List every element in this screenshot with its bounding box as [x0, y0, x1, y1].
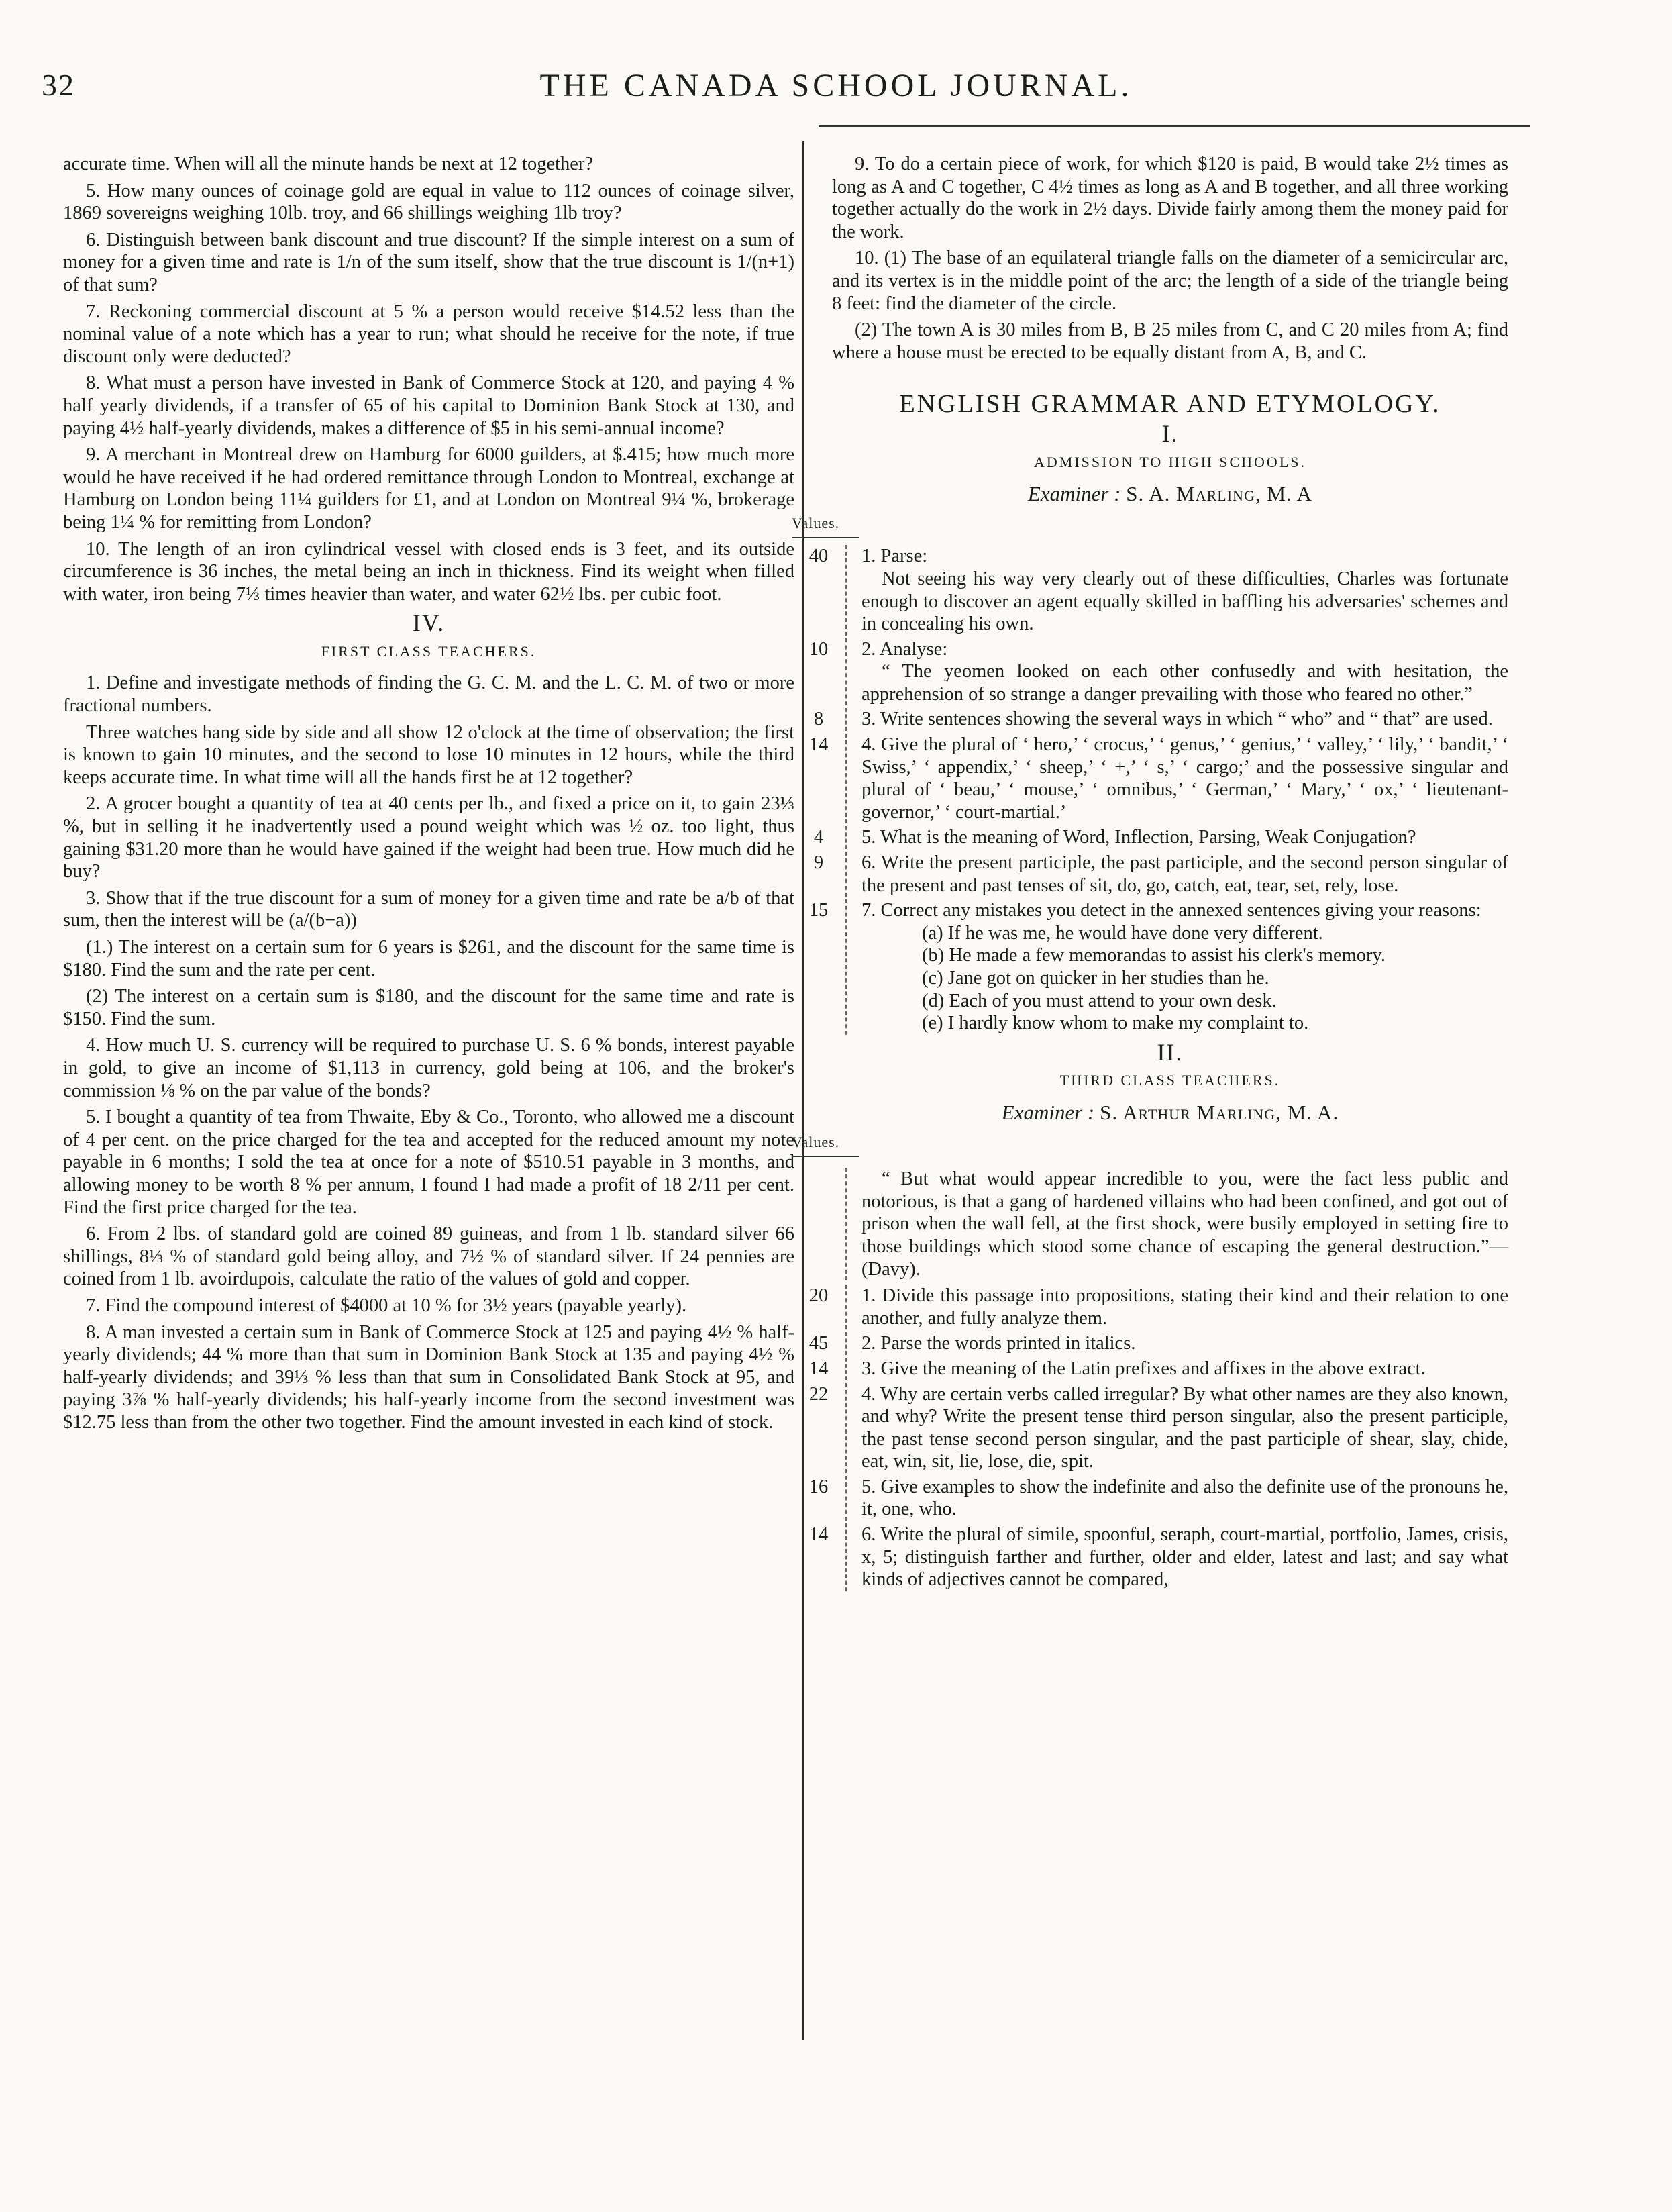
question: [792, 638, 1508, 706]
question-mark-value: 10: [792, 638, 847, 706]
question: [792, 708, 1508, 731]
question-mark-value: 45: [792, 1332, 847, 1355]
question-mark-value: 22: [792, 1383, 847, 1473]
part-heading: THIRD CLASS TEACHERS.: [1059, 1072, 1281, 1089]
question: [792, 826, 1508, 849]
values-header: Values.: [792, 512, 859, 539]
journal-title: THE CANADA SCHOOL JOURNAL.: [539, 68, 1133, 103]
paragraph: 7. Reckoning commercial discount at 5 % a person would receive $14.52 less than the nominal value of a note which has a year to run; what should he receive for the note, if true discount only were deducted?: [63, 301, 794, 367]
question-text: 4. Why are certain verbs called irregular? By what other names are they also known, and why? Write the present tense third person singular, also the present participle, the past tense second person singular, and the past participle of shear, slay, chide, eat, win, sit, lie, lose, die, spit.: [861, 1383, 1508, 1472]
question-text: 6. Write the plural of simile, spoonful, seraph, court-martial, portfolio, James, crisis, x, 5; distinguish farther and further, older and elder, latest and last; and say what kinds of adjectives cannot be compared,: [861, 1524, 1508, 1591]
question-mark-value: 14: [792, 734, 847, 823]
example-sentence: (a) If he was me, he would have done very different.: [922, 922, 1323, 944]
paragraph: Three watches hang side by side and all show 12 o'clock at the time of observation; the first is known to gain 10 minutes, and the second to lose 10 minutes in 12 hours, while the third keeps accurate time. In what time will all the hands first be at 12 together?: [63, 721, 794, 788]
paragraph: (2) The interest on a certain sum is $180, and the discount for the same time and rate is $150. Find the sum.: [63, 986, 794, 1029]
paragraph: 6. Distinguish between bank discount and true discount? If the simple interest on a sum of money for a given time and rate is 1/n of the sum itself, show that the true discount is 1/(n+1) of that sum?: [63, 229, 794, 295]
question: [792, 1332, 1508, 1355]
paragraph: 5. I bought a quantity of tea from Thwaite, Eby & Co., Toronto, who allowed me a discount of 4 per cent. on the price charged for the tea and accepted for the reduced amount my note payable in 6 months; I sold the tea at once for a note of $510.51 payable in 3 months, and allowing money to be worth 8 % per annum, I found I had made a profit of 18 2/11 per cent. Find the first price charged for the tea.: [63, 1107, 794, 1218]
paragraph: (1.) The interest on a certain sum for 6 years is $261, and the discount for the same time is $180. Find the sum and the rate per cent.: [63, 937, 794, 981]
paragraph: 9. To do a certain piece of work, for which $120 is paid, B would take 2½ times as long as A and C together, C 4½ times as long as A and B together, and all three working together actually do the work in 2½ days. Divide fairly among them the money paid for the work.: [832, 154, 1508, 242]
question-mark-value: [792, 1168, 847, 1280]
paragraph: 8. What must a person have invested in Bank of Commerce Stock at 120, and paying 4 % half yearly dividends, if a transfer of 65 of his capital to Dominion Bank Stock at 130, and paying 4½ half-yearly dividends, makes a difference of $5 in his semi-annual income?: [63, 372, 794, 439]
question-text: 5. Give examples to show the indefinite and also the definite use of the pronouns he, it, one, who.: [861, 1476, 1508, 1520]
question: [792, 734, 1508, 823]
question-text: 2. Parse the words printed in italics.: [861, 1333, 1136, 1354]
examiner-label: Examiner :: [1027, 482, 1121, 506]
question-mark-value: 9: [792, 852, 847, 897]
question-mark-value: 14: [792, 1358, 847, 1380]
questions-block: [792, 512, 1508, 1035]
question-mark-value: 40: [792, 545, 847, 635]
example-sentence: (c) Jane got on quicker in her studies than he.: [922, 968, 1269, 989]
passage-text: “ But what would appear incredible to you, were the fact less public and notorious, is that a gang of hardened villains who had been confined, and got out of prison when the wall fell, at the first shock, were busily employed in setting fire to those buildings which stood some chance of escaping the general destruction.”—(Davy).: [861, 1168, 1508, 1280]
question-text: 1. Divide this passage into propositions, stating their kind and their relation to one another, and fully analyze them.: [861, 1285, 1508, 1329]
questions-block: [792, 1131, 1508, 1591]
question-mark-value: 16: [792, 1476, 847, 1521]
question-mark-value: 14: [792, 1523, 847, 1591]
paragraph: 8. A man invested a certain sum in Bank of Commerce Stock at 125 and paying 4½ % half-yearly dividends; 44 % more than that sum in Dominion Bank Stock at 135 and paying 4½ % half-yearly dividends; and 39⅓ % less than that sum in Consolidated Bank Stock at 95, and paying 3⅞ % half-yearly dividends; his half-yearly income from the second investment was $12.75 less than from the other two together. Find the amount invested in each kind of stock.: [63, 1321, 794, 1433]
question-mark-value: 8: [792, 708, 847, 731]
question-mark-value: 15: [792, 899, 847, 1035]
example-sentence: (b) He made a few memorandas to assist his clerk's memory.: [922, 945, 1386, 966]
example-sentence: (d) Each of you must attend to your own desk.: [922, 990, 1277, 1011]
right-column: [792, 153, 1508, 2158]
paragraph: 5. How many ounces of coinage gold are equal in value to 112 ounces of coinage silver, 1869 sovereigns weighing 10lb. troy, and 66 shillings weighing 1lb troy?: [63, 180, 794, 224]
examiner-name: S. A. Marling, M. A: [1126, 482, 1313, 506]
part-number: I.: [1161, 419, 1179, 447]
question: [792, 1523, 1508, 1591]
question-text: 2. Analyse:: [861, 638, 948, 660]
page-header: [0, 67, 1672, 121]
paragraph: (2) The town A is 30 miles from B, B 25 miles from C, and C 20 miles from A; find where a house must be erected to be equally distant from A, B, and C.: [832, 319, 1508, 363]
paragraph: 10. (1) The base of an equilateral triangle falls on the diameter of a semicircular arc, and its vertex is in the middle point of the arc; the length of a side of the triangle being 8 feet: find the diameter of the circle.: [832, 248, 1508, 314]
question-text: 3. Give the meaning of the Latin prefixes and affixes in the above extract.: [861, 1358, 1426, 1379]
question-text: 5. What is the meaning of Word, Inflection, Parsing, Weak Conjugation?: [861, 827, 1416, 848]
header-rule: [819, 125, 1530, 127]
examiner-line: [832, 483, 1508, 505]
question-extract: Not seeing his way very clearly out of these difficulties, Charles was fortunate enough to discover an agent equally skilled in baffling his adversaries' schemes and in concealing his own.: [861, 568, 1508, 635]
question: [792, 1358, 1508, 1380]
paragraph: 6. From 2 lbs. of standard gold are coined 89 guineas, and from 1 lb. standard silver 66 shillings, 8⅓ % of standard gold being alloy, and 7½ % of standard silver. If 24 pennies are coined from 1 lb. avoirdupois, calculate the ratio of the values of gold and copper.: [63, 1223, 794, 1290]
examiner-line: [832, 1101, 1508, 1124]
question-mark-value: 20: [792, 1285, 847, 1329]
question: [792, 1285, 1508, 1329]
paragraph: 3. Show that if the true discount for a sum of money for a given time and rate be a/b of that sum, then the interest will be (a/(b−a)): [63, 887, 794, 932]
question-mark-value: 4: [792, 826, 847, 849]
paragraph: 9. A merchant in Montreal drew on Hamburg for 6000 guilders, at $.415; how much more would he have received if he had ordered remittance through London to Montreal, exchange at Hamburg on London being 11¼ guilders for £1, and at London on Montreal 9¼ %, brokerage being 1¼ % for remitting from London?: [63, 444, 794, 533]
quoted-passage: [792, 1168, 1508, 1280]
question: [792, 899, 1508, 1035]
question: [792, 1383, 1508, 1473]
values-header: Values.: [792, 1131, 859, 1158]
paragraph: 7. Find the compound interest of $4000 at 10 % for 3½ years (payable yearly).: [86, 1295, 687, 1316]
paragraph: 10. The length of an iron cylindrical vessel with closed ends is 3 feet, and its outside circumference is 36 inches, the metal being an inch in thickness. Find its weight when filled with water, iron being 7⅓ times heavier than water, and water 62½ lbs. per cubic foot.: [63, 538, 794, 605]
page-number: 32: [42, 68, 75, 102]
main-heading: ENGLISH GRAMMAR AND ETYMOLOGY.: [899, 390, 1441, 419]
question-text: 3. Write sentences showing the several ways in which “ who” and “ that” are used.: [861, 709, 1493, 730]
paragraph: 4. How much U. S. currency will be required to purchase U. S. 6 % bonds, interest payable in gold, to give an income of $1,113 in currency, gold being at 106, and the broker's commission ⅛ % on the par value of the bonds?: [63, 1035, 794, 1101]
question-text: 4. Give the plural of ‘ hero,’ ‘ crocus,’ ‘ genus,’ ‘ genius,’ ‘ valley,’ ‘ lily,’ ‘ bandit,’ ‘ Swiss,’ ‘ appendix,’ ‘ sheep,’ ‘ +,’ ‘ s,’ ‘ cargo;’ and the possessive singular and plural of ‘ beau,’ ‘ mouse,’ ‘ omnibus,’ ‘ German,’ ‘ Mary,’ ‘ ox,’ ‘ lieutenant-governor,’ ‘ court-martial.’: [861, 734, 1508, 823]
question: [792, 1476, 1508, 1521]
question-text: 6. Write the present participle, the past participle, and the second person singular of the present and past tenses of sit, do, go, catch, eat, tear, set, rely, lose.: [861, 852, 1508, 896]
left-column: [63, 153, 794, 2158]
part-heading: ADMISSION TO HIGH SCHOOLS.: [1033, 453, 1306, 470]
paragraph: 2. A grocer bought a quantity of tea at 40 cents per lb., and fixed a price on it, to gain 23⅓ %, but in selling it he inadvertently used a pound weight which was ½ oz. too light, thus gaining $31.20 more than he would have gained if the weight had been true. How much did he buy?: [63, 793, 794, 883]
question: [792, 545, 1508, 635]
examiner-name: S. Arthur Marling, M. A.: [1100, 1100, 1339, 1124]
examiner-label: Examiner :: [1001, 1100, 1095, 1124]
paragraph: 1. Define and investigate methods of finding the G. C. M. and the L. C. M. of two or more fractional numbers.: [63, 672, 794, 717]
paragraph: accurate time. When will all the minute hands be next at 12 together?: [63, 154, 594, 174]
question-extract: “ The yeomen looked on each other confusedly and with hesitation, the apprehension of so strange a danger prevailing with those who feared no other.”: [861, 661, 1508, 705]
part-number: II.: [1157, 1038, 1184, 1066]
section-heading: FIRST CLASS TEACHERS.: [321, 642, 537, 660]
section-number: IV.: [412, 609, 446, 637]
column-divider: [802, 141, 804, 2040]
question-text: 7. Correct any mistakes you detect in the annexed sentences giving your reasons:: [861, 900, 1481, 921]
question: [792, 852, 1508, 897]
example-sentence: (e) I hardly know whom to make my complaint to.: [922, 1013, 1309, 1034]
question-text: 1. Parse:: [861, 546, 928, 567]
